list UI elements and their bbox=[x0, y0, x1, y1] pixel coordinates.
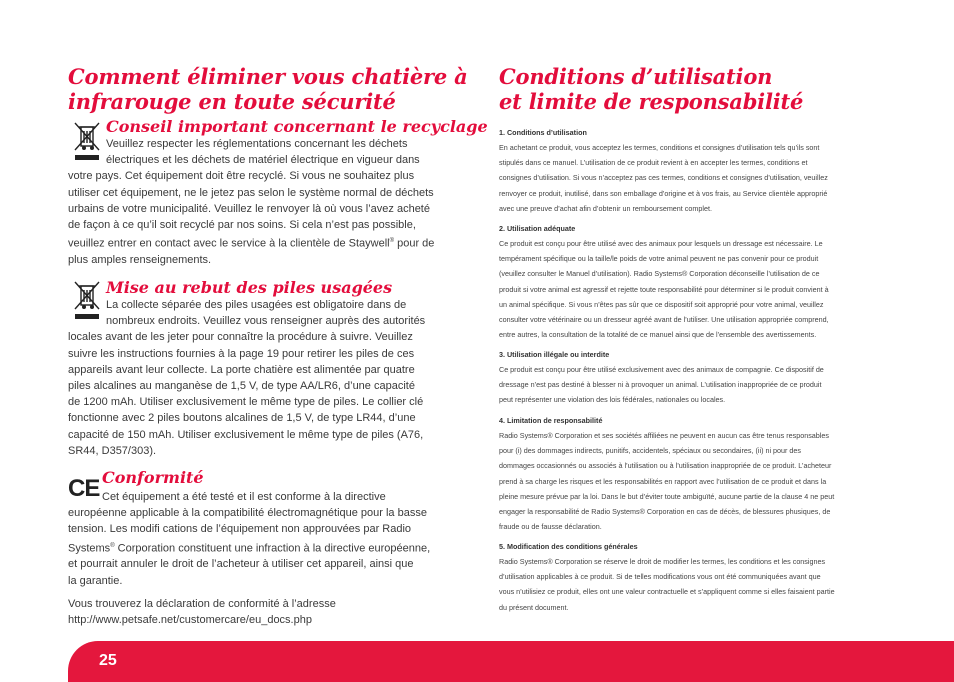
batteries-line: piles alcalines au manganèse de 1,5 V, de type AA/LR6, d’une capacité bbox=[68, 380, 415, 393]
section-line: pour (i) des dommages indirects, punitifs, accidentels, spéciaux ou secondaires, (ii) ni pour des bbox=[499, 446, 802, 456]
recycling-line: électriques et les déchets de matériel électrique en vigueur dans bbox=[106, 154, 420, 167]
section-line: avec une preuve d’achat afin d’obtenir un remboursement complet. bbox=[499, 203, 712, 213]
recycling-heading: Conseil important concernant le recyclage bbox=[106, 117, 488, 136]
batteries-line: de 1200 mAh. Utiliser exclusivement le même type de piles. Le collier clé bbox=[68, 396, 424, 409]
section-heading: 2. Utilisation adéquate bbox=[499, 224, 576, 233]
right-title-line-2: et limite de responsabilité bbox=[499, 89, 804, 114]
ce-mark-text: CE bbox=[68, 475, 100, 502]
section-line: tempérament spécifique ou la taille/le poids de votre animal peuvent ne pas convenir pour ce produit bbox=[499, 254, 819, 264]
conformity-line-tail: Corporation constituent une infraction à la directive européenne, bbox=[114, 542, 431, 555]
section-line: Ce produit est conçu pour être utilisé exclusivement avec des animaux de compagnie. Ce dispositif de bbox=[499, 365, 824, 374]
declaration-url: http://www.petsafe.net/customercare/eu_docs.php bbox=[68, 614, 312, 627]
left-page-title bbox=[68, 64, 468, 114]
section-line: produit si votre animal est agressif et rejette toute responsabilité pour déterminer si le produit convient à bbox=[499, 284, 829, 294]
conformity-line-text: Systems bbox=[68, 542, 111, 555]
conformity-line: tension. Les modifi cations de l’équipement non approuvées par Radio bbox=[68, 523, 412, 536]
batteries-line: nombreux endroits. Veuillez vous renseigner auprès des autorités bbox=[106, 315, 426, 328]
conformity-line: Cet équipement a été testé et il est conforme à la directive bbox=[102, 491, 386, 503]
left-title-line-1: Comment éliminer vous chatière à bbox=[68, 64, 468, 89]
batteries-line: La collecte séparée des piles usagées est obligatoire dans de bbox=[106, 299, 407, 311]
left-title-line-2: infrarouge en toute sécurité bbox=[68, 89, 396, 114]
conformity-line bbox=[68, 538, 453, 557]
section-heading: 1. Conditions d’utilisation bbox=[499, 128, 587, 137]
section-body bbox=[499, 236, 884, 342]
batteries-line: suivre les instructions fournies à la page 19 pour retirer les piles de ces bbox=[68, 347, 415, 360]
section-line: consulter votre vétérinaire ou un dresseur agréé avant de l’utiliser. Une utilisation appropriée comprend, bbox=[499, 315, 829, 325]
section-line: d’utilisation applicables à ce produit. Si de telles modifications vous ont été communiquées avant que bbox=[499, 572, 821, 582]
recycling-line: urbains de votre municipalité. Veuillez le renvoyer là où vous l’avez acheté bbox=[68, 202, 430, 215]
recycling-line-tail: pour de bbox=[394, 237, 435, 250]
section-line: fraude ou de fausse déclaration. bbox=[499, 522, 602, 532]
batteries-line: SR44, D357/303). bbox=[68, 444, 157, 457]
section-line: consignes d’utilisation. Si vous n’acceptez pas ces termes, conditions et consignes d’utilisation, veuillez bbox=[499, 173, 828, 183]
section-line: stipulés dans ce manuel. L’utilisation de ce produit revient à en accepter les termes, conditions et bbox=[499, 158, 808, 168]
page-number: 25 bbox=[99, 652, 117, 669]
conformity-line: et pourrait annuler le droit de l’acheteur à utiliser cet appareil, ainsi que bbox=[68, 558, 414, 571]
section-line: entre autres, la consultation de la totalité de ce manuel ainsi que de l’ensemble des avertissements. bbox=[499, 330, 817, 340]
footer-band bbox=[68, 641, 954, 682]
batteries-line: fonctionne avec 2 piles boutons alcalines de 1,5 V, de type LR44, d’une bbox=[68, 412, 416, 425]
recycling-line: plus amples renseignements. bbox=[68, 254, 212, 267]
section-body bbox=[499, 362, 884, 408]
section-line: du présent document. bbox=[499, 602, 569, 612]
recycling-line: de façon à ce qu’il soit recyclé par nos soins. Si cela n’est pas possible, bbox=[68, 219, 416, 232]
recycling-line: Veuillez respecter les réglementations concernant les déchets bbox=[106, 138, 408, 150]
section-heading: 4. Limitation de responsabilité bbox=[499, 416, 603, 425]
recycling-line bbox=[68, 233, 448, 252]
section-heading: 5. Modification des conditions générales bbox=[499, 542, 638, 551]
declaration-line: Vous trouverez la déclaration de conformité à l’adresse bbox=[68, 597, 336, 610]
section-line: pleine mesure prévue par la loi. Dans le but d’éviter toute ambiguïté, aucune partie de la clause 4 ne peut bbox=[499, 491, 835, 501]
conformity-heading: Conformité bbox=[102, 468, 204, 487]
conformity-line: la garantie. bbox=[68, 574, 123, 587]
section-line: engager la responsabilité de Radio Systems® Corporation en cas de décès, de blessures phusiques, de bbox=[499, 507, 831, 517]
registered-mark: ® bbox=[110, 542, 115, 549]
recycling-paragraph bbox=[68, 136, 448, 268]
right-page-title bbox=[499, 64, 803, 114]
section-body bbox=[499, 554, 884, 615]
section-body bbox=[499, 140, 884, 216]
section-line: un animal spécifique. Si vous n’êtes pas sûr que ce dispositif soit approprié pour votre animal, veuillez bbox=[499, 299, 824, 309]
right-title-line-1: Conditions d’utilisation bbox=[499, 64, 773, 89]
section-line: vous n’utilisiez ce produit, elles ont une valeur contractuelle et s’appliquent comme si elles faisaient partie bbox=[499, 587, 835, 597]
recycling-line-text: veuillez entrer en contact avec le service à la clientèle de Staywell bbox=[68, 237, 390, 250]
batteries-line: locales avant de les jeter pour connaître la procédure à suivre. Veuillez bbox=[68, 331, 413, 344]
conformity-line: européenne applicable à la compatibilité électromagnétique pour la basse bbox=[68, 507, 427, 520]
batteries-line: capacité de 150 mAh. Utiliser exclusivement le même type de piles (A76, bbox=[68, 428, 424, 441]
section-line: Radio Systems® Corporation se réserve le droit de modifier les termes, les conditions et les consignes bbox=[499, 557, 826, 566]
section-line: (veuillez consulter le Manuel d’utilisation). Radio Systems® Corporation déconseille l’utilisation de ce bbox=[499, 269, 820, 279]
batteries-paragraph bbox=[68, 297, 448, 459]
section-line: Ce produit est conçu pour être utilisé avec des animaux pour lesquels un dressage est nécessaire. Le bbox=[499, 239, 823, 248]
recycling-line: votre pays. Cet équipement doit être recyclé. Si vous ne souhaitez plus bbox=[68, 170, 415, 183]
section-line: Radio Systems® Corporation et ses sociétés affiliées ne peuvent en aucun cas être tenus responsables bbox=[499, 431, 829, 440]
batteries-heading: Mise au rebut des piles usagées bbox=[106, 278, 393, 297]
section-line: prend à sa charge les risques et les responsabilités en rapport avec l’utilisation de ce produit et dans la bbox=[499, 476, 827, 486]
section-body bbox=[499, 428, 884, 534]
section-line: dommages occasionnés ou associés à l’utilisation ou à l’utilisation inappropriée de ce produit. L’acheteur bbox=[499, 461, 832, 471]
registered-mark: ® bbox=[389, 238, 395, 245]
section-line: En achetant ce produit, vous acceptez les termes, conditions et consignes d’utilisation tels qu’ils sont bbox=[499, 143, 820, 152]
section-line: peut représenter une violation des lois fédérales, nationales ou locales. bbox=[499, 395, 726, 405]
conformity-paragraph bbox=[68, 489, 453, 628]
recycling-line: utiliser cet équipement, ne le jetez pas selon le système normal de déchets bbox=[68, 186, 434, 199]
section-line: renvoyer ce produit, inutilisé, dans son emballage d’origine et à vos frais, au Service clientèle approprié bbox=[499, 188, 828, 198]
batteries-line: appareils avant leur collecte. La porte chatière est alimentée par quatre bbox=[68, 363, 415, 376]
section-line: dressage n’est pas destiné à blesser ni à provoquer un animal. L’utilisation inappropriée de ce produit bbox=[499, 380, 822, 390]
section-heading: 3. Utilisation illégale ou interdite bbox=[499, 350, 610, 359]
